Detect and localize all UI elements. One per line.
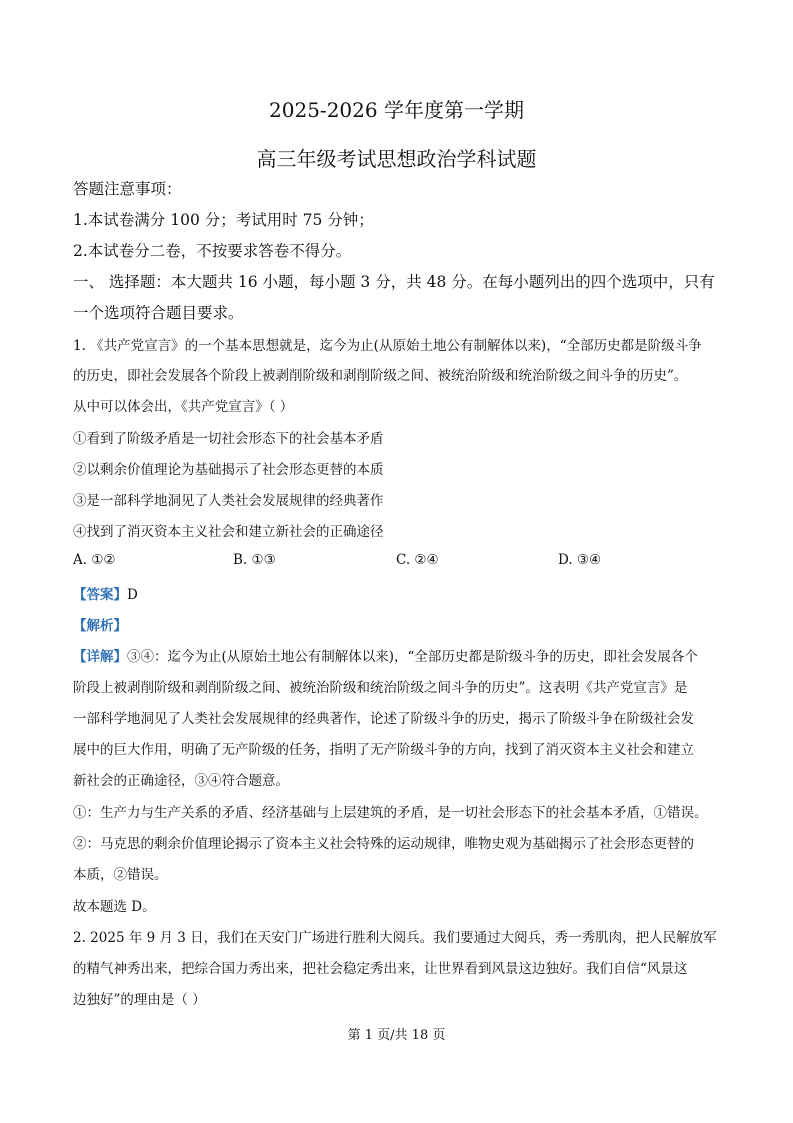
q1-note-1: ①：生产力与生产关系的矛盾、经济基础与上层建筑的矛盾，是一切社会形态下的社会基本矛盾，①错误。 — [73, 805, 708, 821]
page-title-line1: 2025-2026 学年度第一学期 — [269, 98, 524, 122]
detail-tag: 【详解】 — [73, 649, 127, 665]
q1-option-c: C. ②④ — [396, 552, 439, 568]
page-title-line2: 高三年级考试思想政治学科试题 — [256, 147, 537, 171]
notes-item-2: 2.本试卷分二卷，不按要求答卷不得分。 — [73, 242, 352, 260]
notes-heading: 答题注意事项： — [73, 180, 182, 198]
q1-option-d: D. ③④ — [558, 552, 602, 568]
q1-conclusion: 故本题选 D。 — [73, 899, 156, 915]
q1-stem-line3: 从中可以体会出，《共产党宣言》（ ） — [73, 399, 294, 415]
q1-detail-line3: 一部科学地洞见了人类社会发展规律的经典著作，论述了阶级斗争的历史，揭示了阶级斗争在阶级社会发 — [73, 711, 694, 727]
page-number: 第 1 页/共 18 页 — [347, 1028, 446, 1043]
q2-stem-line3: 边独好”的理由是（ ） — [73, 992, 206, 1008]
q1-statement-2: ②以剩余价值理论为基础揭示了社会形态更替的本质 — [73, 462, 384, 478]
q1-analysis-tag: 【解析】 — [73, 618, 127, 634]
q1-statement-1: ①看到了阶级矛盾是一切社会形态下的社会基本矛盾 — [73, 431, 384, 447]
q1-stem-line1: 1. 《共产党宣言》的一个基本思想就是，迄今为止(从原始土地公有制解体以来)，“全部历史都是阶级斗争 — [73, 338, 702, 354]
q1-note-2-line1: ②：马克思的剩余价值理论揭示了资本主义社会特殊的运动规律，唯物史观为基础揭示了社会形态更替的 — [73, 836, 694, 852]
q1-option-a: A. ①② — [73, 552, 116, 568]
q1-detail-line2: 阶段上被剥削阶级和剥削阶级之间、被统治阶级和统治阶级之间斗争的历史”。这表明《共产党宣言》是 — [73, 680, 688, 696]
answer-value: D — [127, 587, 138, 603]
section-heading-line2: 一个选项符合题目要求。 — [73, 304, 244, 322]
detail-text: ③④：迄今为止(从原始土地公有制解体以来)，“全部历史都是阶级斗争的历史，即社会发展各个 — [127, 649, 698, 665]
section-heading-line1: 一、 选择题：本大题共 16 小题，每小题 3 分，共 48 分。在每小题列出的四个选项中，只有 — [73, 273, 715, 291]
q1-statement-4: ④找到了消灭资本主义社会和建立新社会的正确途径 — [73, 524, 384, 540]
q1-detail-line4: 展中的巨大作用，明确了无产阶级的任务，指明了无产阶级斗争的方向，找到了消灭资本主义社会和建立 — [73, 742, 694, 758]
answer-tag: 【答案】 — [73, 587, 127, 603]
q1-answer — [73, 583, 138, 603]
notes-item-1: 1.本试卷满分 100 分；考试用时 75 分钟； — [73, 211, 374, 229]
q1-stem-line2: 的历史，即社会发展各个阶段上被剥削阶级和剥削阶级之间、被统治阶级和统治阶级之间斗争的历史”。 — [73, 368, 688, 384]
q2-stem-line1: 2. 2025 年 9 月 3 日，我们在天安门广场进行胜利大阅兵。我们要通过大阅兵，秀一秀肌肉，把人民解放军 — [73, 930, 717, 946]
q1-statement-3: ③是一部科学地洞见了人类社会发展规律的经典著作 — [73, 493, 384, 509]
q1-detail-line5: 新社会的正确途径，③④符合题意。 — [73, 773, 289, 789]
q1-detail-line1 — [73, 645, 698, 665]
q2-stem-line2: 的精气神秀出来，把综合国力秀出来，把社会稳定秀出来，让世界看到风景这边独好。我们自信“风景这 — [73, 961, 688, 977]
q1-note-2-line2: 本质，②错误。 — [73, 867, 168, 883]
q1-option-b: B. ①③ — [233, 552, 276, 568]
